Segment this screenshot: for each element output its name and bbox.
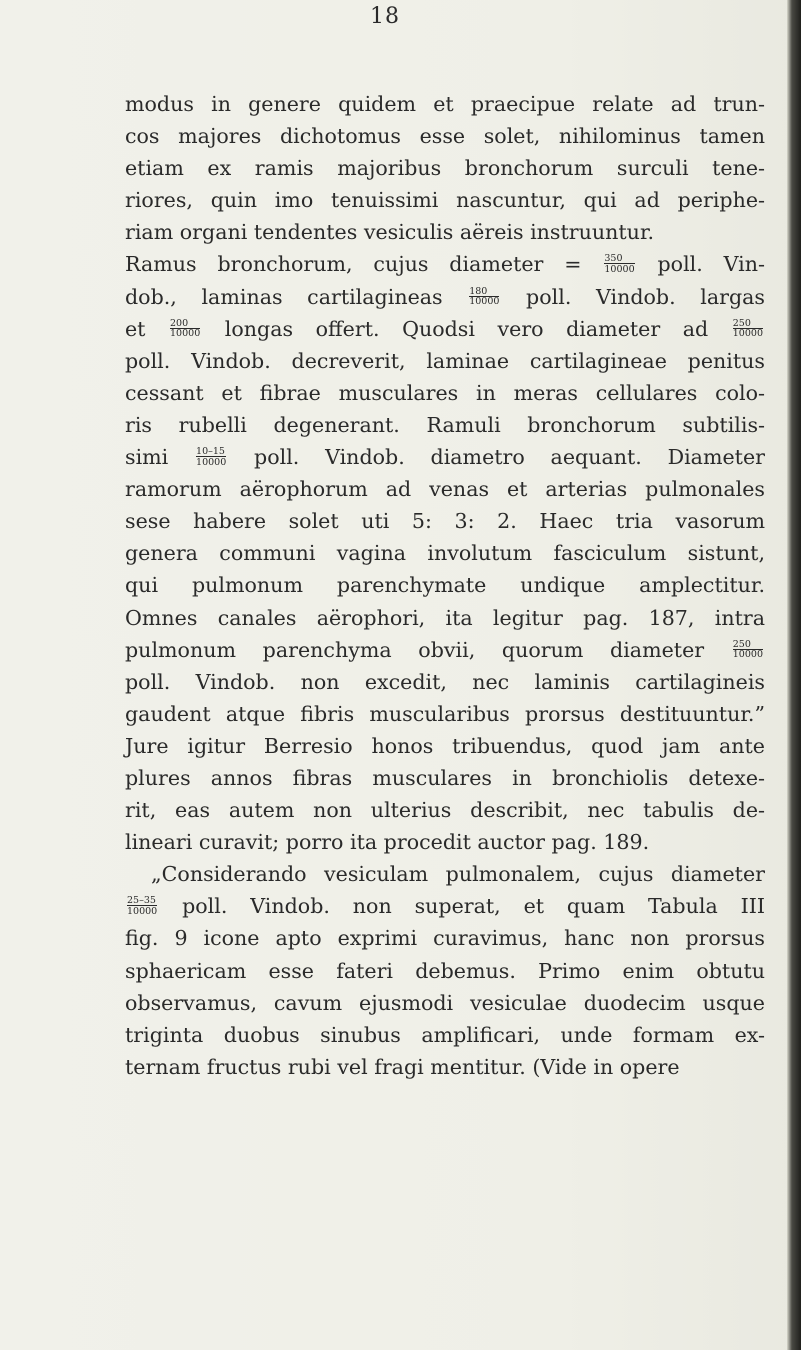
text-line	[125, 377, 765, 409]
text-line	[125, 762, 765, 794]
fraction-numerator: 180	[469, 285, 488, 297]
fraction-denominator: 10000	[732, 649, 763, 661]
text-run: Ramus bronchorum, cujus diameter =	[125, 252, 603, 277]
text-run: sphaericam esse fateri debemus. Primo enim obtutu	[125, 958, 765, 983]
text-run: poll. Vindob. non superat, et quam Tabula III	[159, 894, 765, 919]
text-line	[125, 216, 765, 248]
text-line	[125, 1019, 765, 1051]
fraction-numerator: 250	[732, 317, 751, 329]
text-line	[125, 890, 765, 922]
text-line	[125, 730, 765, 762]
text-line	[125, 505, 765, 537]
text-line	[125, 473, 765, 505]
text-run: sese habere solet uti 5: 3: 2. Haec tria vasorum	[125, 509, 765, 534]
text-run: riores, quin imo tenuissimi nascuntur, qui ad periphe-	[125, 188, 765, 213]
text-line	[125, 634, 765, 666]
text-run: fig. 9 icone apto exprimi curavimus, hanc non prorsus	[125, 926, 765, 951]
text-line	[125, 184, 765, 216]
text-run: Jure igitur Berresio honos tribuendus, quod jam ante	[125, 733, 765, 758]
text-run: rit, eas autem non ulterius describit, nec tabulis de-	[125, 798, 765, 823]
text-line	[125, 152, 765, 184]
text-run: simi	[125, 445, 195, 470]
text-line	[125, 666, 765, 698]
text-run: gaudent atque fibris muscularibus prorsus destituuntur.”	[125, 701, 765, 726]
text-line	[125, 281, 765, 313]
text-line	[125, 858, 765, 890]
fraction	[733, 319, 763, 339]
fraction-numerator: 350	[604, 253, 623, 265]
text-line	[125, 345, 765, 377]
text-line	[125, 88, 765, 120]
text-line	[125, 409, 765, 441]
text-line	[125, 826, 765, 858]
fraction-denominator: 10000	[127, 905, 158, 917]
text-run: triginta duobus sinubus amplificari, unde formam ex-	[125, 1022, 765, 1047]
fraction-denominator: 10000	[170, 328, 201, 340]
text-run: poll. Vin-	[636, 252, 765, 277]
text-run: lineari curavit; porro ita procedit auctor pag. 189.	[125, 830, 650, 855]
text-run: longas offert. Quodsi vero diameter ad	[202, 316, 731, 341]
text-run: cos majores dichotomus esse solet, nihilominus tamen	[125, 124, 765, 149]
fraction	[469, 287, 499, 307]
text-run: ramorum aërophorum ad venas et arterias pulmonales	[125, 477, 765, 502]
text-run: qui pulmonum parenchymate undique amplectitur.	[125, 573, 765, 598]
text-line	[125, 922, 765, 954]
fraction-denominator: 10000	[469, 296, 500, 308]
text-run: riam organi tendentes vesiculis aëreis instruuntur.	[125, 220, 655, 245]
text-run: dob., laminas cartilagineas	[125, 284, 468, 309]
fraction	[604, 254, 634, 274]
fraction	[733, 640, 763, 660]
text-run: pulmonum parenchyma obvii, quorum diameter	[125, 637, 731, 662]
text-run: observamus, cavum ejusmodi vesiculae duodecim usque	[125, 990, 765, 1015]
page-number: 18	[370, 4, 400, 29]
text-line	[125, 955, 765, 987]
text-run: ternam fructus rubi vel fragi mentitur. (Vide in opere	[125, 1054, 680, 1079]
text-run: poll. Vindob. non excedit, nec laminis cartilagineis	[125, 669, 765, 694]
text-run: cessant et fibrae musculares in meras cellulares colo-	[125, 380, 765, 405]
text-line	[125, 794, 765, 826]
text-line	[125, 987, 765, 1019]
text-run: poll. Vindob. largas	[501, 284, 765, 309]
fraction	[196, 447, 226, 467]
text-run: genera communi vagina involutum fasciculum sistunt,	[125, 541, 765, 566]
text-line	[125, 120, 765, 152]
text-line	[125, 441, 765, 473]
text-run: Omnes canales aërophori, ita legitur pag. 187, intra	[125, 605, 765, 630]
fraction	[170, 319, 200, 339]
text-run: poll. Vindob. decreverit, laminae cartilagineae penitus	[125, 348, 765, 373]
body-text	[125, 88, 765, 1083]
fraction-numerator: 25–35	[127, 895, 156, 907]
page-edge-shadow	[787, 0, 801, 1350]
text-run: poll. Vindob. diametro aequant. Diameter	[228, 445, 765, 470]
text-line	[125, 602, 765, 634]
fraction-denominator: 10000	[196, 456, 227, 468]
fraction-denominator: 10000	[732, 328, 763, 340]
text-line	[125, 698, 765, 730]
text-run: ris rubelli degenerant. Ramuli bronchorum subtilis-	[125, 412, 765, 437]
fraction-numerator: 250	[732, 638, 751, 650]
text-line	[125, 569, 765, 601]
fraction-numerator: 200	[170, 317, 189, 329]
text-line	[125, 248, 765, 280]
text-run: etiam ex ramis majoribus bronchorum surculi tene-	[125, 156, 765, 181]
text-run: „Considerando vesiculam pulmonalem, cujus diameter	[151, 862, 765, 887]
text-run: et	[125, 316, 169, 341]
text-line	[125, 313, 765, 345]
fraction-denominator: 10000	[604, 263, 635, 275]
fraction	[127, 896, 157, 916]
text-run: plures annos fibras musculares in bronchiolis detexe-	[125, 765, 765, 790]
text-run: modus in genere quidem et praecipue relate ad trun-	[125, 92, 765, 116]
fraction-numerator: 10–15	[196, 446, 225, 457]
text-line	[125, 1051, 765, 1083]
text-line	[125, 537, 765, 569]
